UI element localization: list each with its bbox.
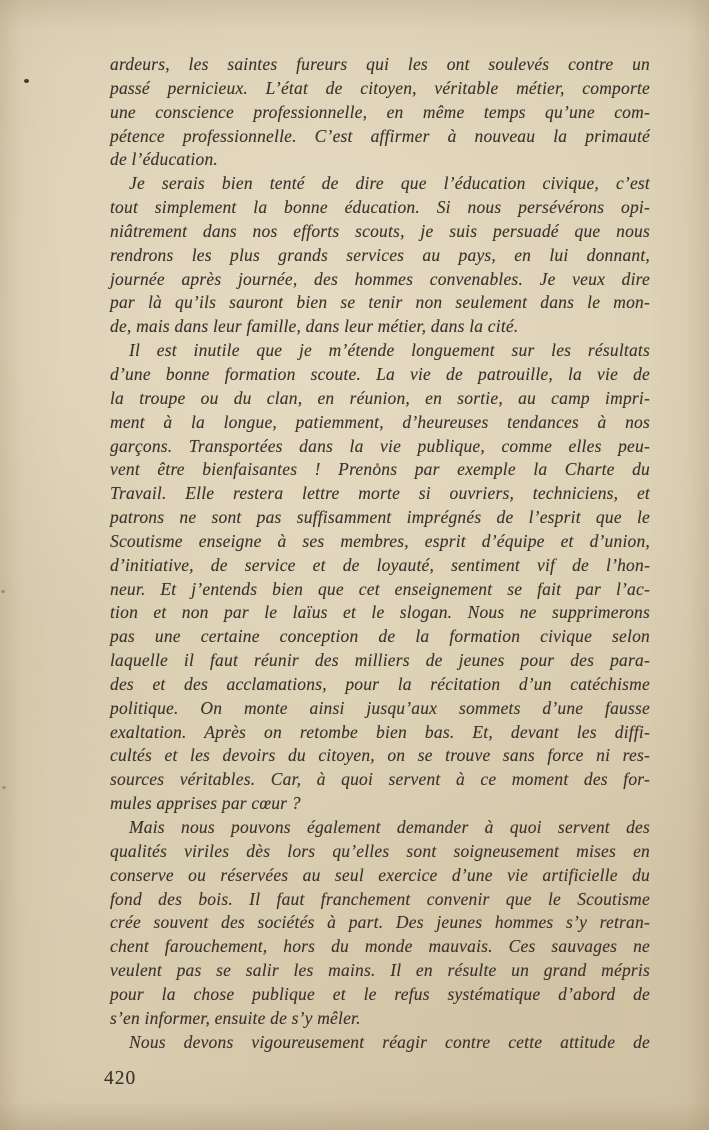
ink-speck (1, 590, 5, 593)
text-line: une conscience professionnelle, en même temps qu’une com- (110, 101, 650, 122)
text-line: fond des bois. Il faut franchement convenir que le Scoutisme (110, 888, 650, 909)
text-line: conserve ou réservées au seul exercice d’une vie artificielle du (110, 864, 650, 885)
text-line: d’initiative, de service et de loyauté, sentiment vif de l’hon- (110, 554, 650, 575)
text-line: mules apprises par cœur ? (110, 793, 301, 814)
text-line: patrons ne sont pas suffisamment imprégnés de l’esprit que le (110, 507, 650, 528)
text-line: Je serais bien tenté de dire que l’éducation civique, c’est (129, 173, 650, 194)
text-line: Nous devons vigoureusement réagir contre cette attitude de (129, 1031, 650, 1052)
text-line: de, mais dans leur famille, dans leur métier, dans la cité. (110, 316, 519, 337)
text-line: Travail. Elle restera lettre morte si ouvriers, techniciens, et (110, 483, 650, 504)
text-line: d’une bonne formation scoute. La vie de patrouille, la vie de (110, 363, 650, 384)
text-line: cultés et les devoirs du citoyen, on se trouve sans force ni res- (110, 745, 650, 766)
text-line: laquelle il faut réunir des milliers de jeunes pour des para- (110, 650, 650, 671)
text-line: la troupe ou du clan, en réunion, en sortie, au camp impri- (110, 387, 650, 408)
text-line: vent être bienfaisantes ! Prenons par exemple la Charte du (110, 459, 650, 480)
text-line: Scoutisme enseigne à ses membres, esprit d’équipe et d’union, (110, 530, 650, 551)
text-line: neur. Et j’entends bien que cet enseignement se fait par l’ac- (110, 578, 650, 599)
text-line: tout simplement la bonne éducation. Si nous persévérons opi- (110, 197, 650, 218)
text-line: Il est inutile que je m’étende longuement sur les résultats (129, 340, 650, 361)
text-line: Mais nous pouvons également demander à quoi servent des (129, 817, 650, 837)
paragraph (110, 1031, 650, 1055)
text-line: passé pernicieux. L’état de citoyen, véritable métier, comporte (110, 77, 650, 98)
text-line: sources véritables. Car, à quoi servent à ce moment des for- (110, 769, 650, 790)
text-line: de l’éducation. (110, 149, 218, 170)
paragraph (110, 53, 650, 172)
paragraph (110, 339, 650, 816)
text-line: niâtrement dans nos efforts scouts, je suis persuadé que nous (110, 220, 650, 241)
text-line: pour la chose publique et le refus systématique d’abord de (110, 983, 650, 1004)
text-line: veulent pas se salir les mains. Il en résulte un grand mépris (110, 960, 650, 981)
text-line: s’en informer, ensuite de s’y mêler. (110, 1007, 361, 1028)
ink-speck (24, 79, 29, 83)
text-line: qualités viriles dès lors qu’elles sont soigneusement mises en (110, 840, 650, 861)
text-line: chent farouchement, hors du monde mauvais. Ces sauvages ne (110, 936, 650, 957)
text-line: crée souvent des sociétés à part. Des jeunes hommes s’y retran- (110, 912, 650, 933)
paragraph (110, 172, 650, 339)
text-line: tion et non par le laïus et le slogan. Nous ne supprimerons (110, 602, 650, 623)
text-line: pas une certaine conception de la formation civique selon (110, 626, 650, 647)
text-line: ardeurs, les saintes fureurs qui les ont soulevés contre un (110, 54, 650, 74)
ink-speck (2, 786, 6, 789)
text-line: des et des acclamations, pour la récitation d’un catéchisme (110, 673, 650, 694)
text-line: garçons. Transportées dans la vie publique, comme elles peu- (110, 435, 650, 456)
text-line: ment à la longue, patiemment, d’heureuses tendances à nos (110, 411, 650, 432)
page-text (110, 53, 650, 1054)
text-line: par là qu’ils sauront bien se tenir non seulement dans le mon- (110, 292, 650, 313)
text-line: journée après journée, des hommes convenables. Je veux dire (110, 268, 650, 289)
text-line: rendrons les plus grands services au pays, en lui donnant, (110, 244, 650, 265)
text-line: pétence professionnelle. C’est affirmer à nouveau la primauté (110, 125, 650, 146)
paragraph (110, 816, 650, 1031)
text-line: politique. On monte ainsi jusqu’aux sommets d’une fausse (110, 697, 650, 718)
page-number: 420 (104, 1068, 137, 1089)
text-line: exaltation. Après on retombe bien bas. Et, devant les diffi- (110, 721, 650, 742)
